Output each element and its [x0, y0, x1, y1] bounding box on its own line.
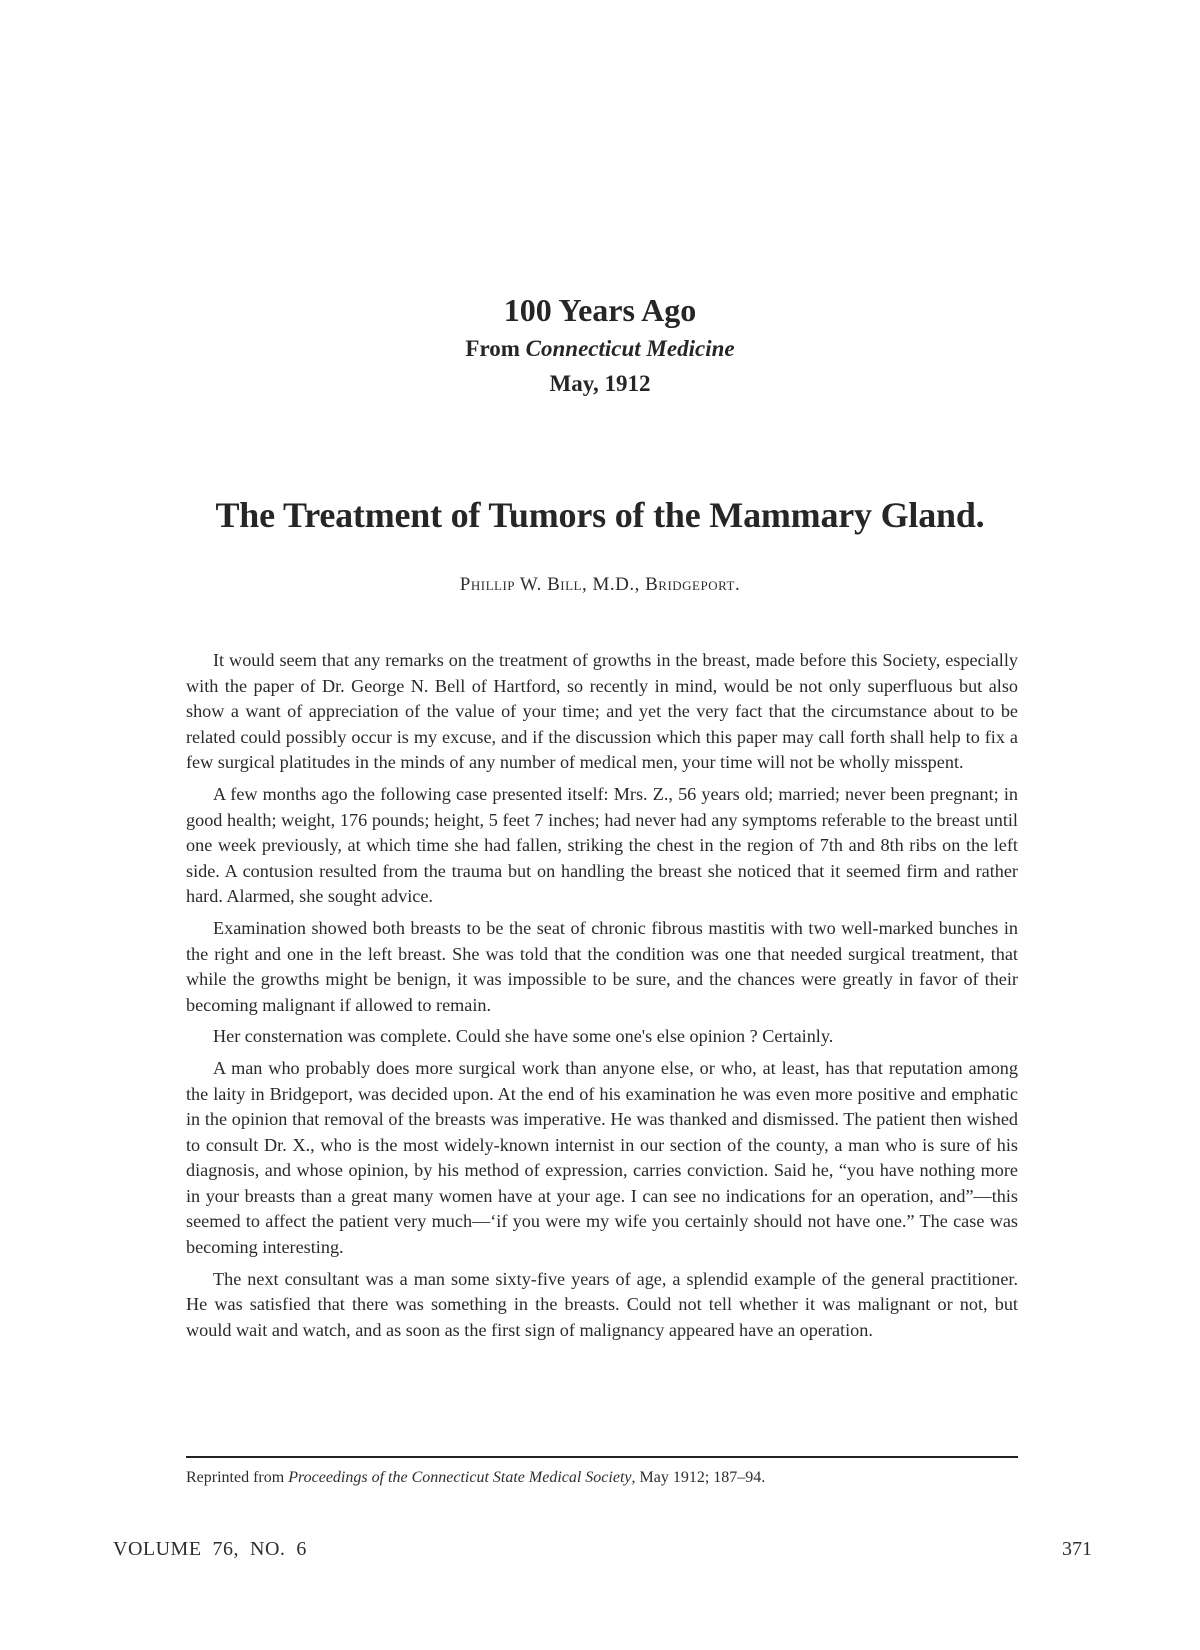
volume-label: VOLUME 76, NO. 6	[113, 1538, 307, 1560]
footnote-source: Proceedings of the Connecticut State Medical Society	[288, 1469, 632, 1486]
paragraph: A few months ago the following case presented itself: Mrs. Z., 56 years old; married; never been pregnant; in good health; weight, 176 pounds; height, 5 feet 7 inches; had never had any symptoms referable to the breast until one week previously, at which time she had fallen, striking the chest in the region of 7th and 8th ribs on the left side. A contusion resulted from the trauma but on handling the breast she noticed that it seemed firm and rather hard. Alarmed, she sought advice.	[186, 783, 1018, 907]
footnote-divider	[186, 1456, 1018, 1458]
series-date: May, 1912	[549, 371, 651, 396]
article-title: The Treatment of Tumors of the Mammary Gland.	[215, 495, 985, 535]
article-body	[186, 648, 1018, 1349]
paragraph: A man who probably does more surgical work than anyone else, or who, at least, has that reputation among the laity in Bridgeport, was decided upon. At the end of his examination he was even more positive and emphatic in the opinion that removal of the breasts was imperative. He was thanked and dismissed. The patient then wished to consult Dr. X., who is the most widely-known internist in our section of the county, a man who is sure of his diagnosis, and whose opinion, by his method of expression, carries conviction. Said he, “you have nothing more in your breasts than a great many women have at your age. I can see no indications for an operation, and”—this seemed to affect the patient very much—‘if you were my wife you certainly should not have one.” The case was becoming interesting.	[186, 1057, 1018, 1258]
source-journal: Connecticut Medicine	[525, 336, 735, 361]
paragraph: Her consternation was complete. Could she have some one's else opinion ? Certainly.	[213, 1026, 834, 1047]
reprint-footnote	[186, 1469, 1018, 1487]
source-prefix: From	[465, 336, 526, 361]
paragraph: The next consultant was a man some sixty-five years of age, a splendid example of the general practitioner. He was satisfied that there was something in the breasts. Could not tell whether it was malignant or not, but would wait and watch, and as soon as the first sign of malignancy appeared have an operation.	[186, 1268, 1018, 1340]
author-byline: Phillip W. Bill, M.D., Bridgeport.	[459, 574, 741, 595]
footnote-prefix: Reprinted from	[186, 1469, 289, 1486]
series-title: 100 Years Ago	[503, 292, 697, 328]
paragraph: It would seem that any remarks on the treatment of growths in the breast, made before this Society, especially with the paper of Dr. George N. Bell of Hartford, so recently in mind, would be not only superfluous but also show a want of appreciation of the value of your time; and yet the very fact that the circumstance about to be related could possibly occur is my excuse, and if the discussion which this paper may call forth shall help to fix a few surgical platitudes in the minds of any number of medical men, your time will not be wholly misspent.	[186, 650, 1018, 773]
series-source	[0, 336, 1200, 362]
footnote-suffix: , May 1912; 187–94.	[631, 1469, 766, 1486]
page-number: 371	[1062, 1538, 1092, 1560]
paragraph: Examination showed both breasts to be the seat of chronic fibrous mastitis with two well-marked bunches in the right and one in the left breast. She was told that the condition was one that needed surgical treatment, that while the growths might be benign, it was impossible to be sure, and the chances were greatly in favor of their becoming malignant if allowed to remain.	[186, 917, 1018, 1015]
